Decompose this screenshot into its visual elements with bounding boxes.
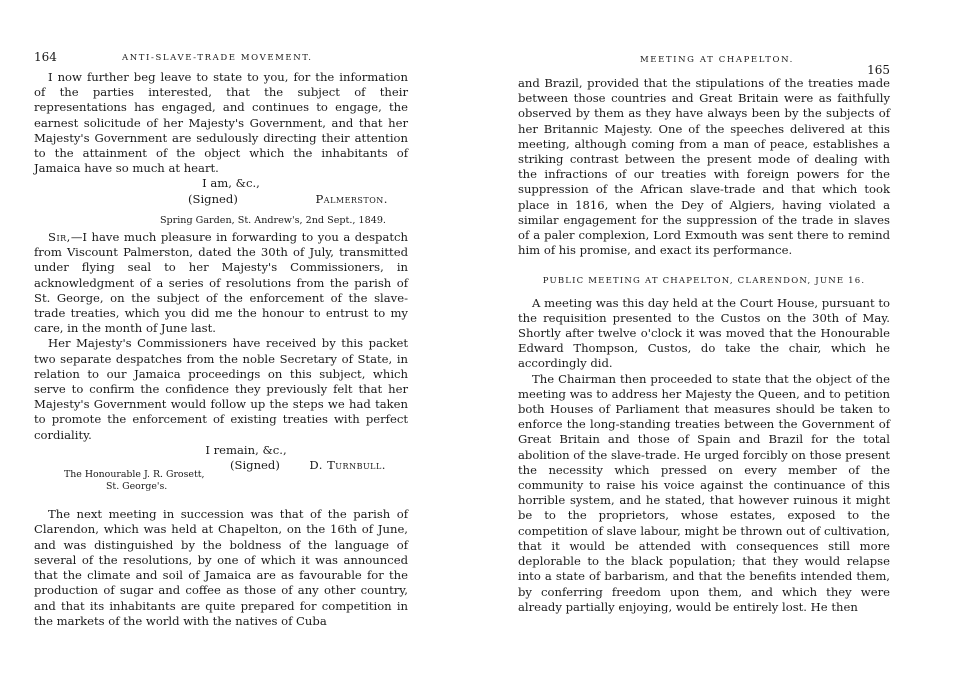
letter2-dateline: Spring Garden, St. Andrew's, 2nd Sept., 1849. <box>159 214 386 226</box>
letter2-signed: (Signed) <box>230 458 280 473</box>
addressee-line-1: The Honourable J. R. Grosett, <box>64 469 205 481</box>
letter1-closing: I am, &c., <box>202 176 260 191</box>
letter1-body: I now further beg leave to state to you, for the information of the parties interested, that the subject of their representations has engaged, and continues to engage, the earnest solicitude of her Majesty's Government, and that her Majesty's Government are sedulously directing their attention to the attainment of the object which the inhabitants of Jamaica have so much at heart. <box>34 70 408 176</box>
page-number-left: 164 <box>34 50 57 64</box>
running-head-right: MEETING AT CHAPELTON. <box>640 55 794 65</box>
letter2-signatory: D. Turnbull. <box>309 458 386 473</box>
letter1-signed: (Signed) <box>188 191 238 206</box>
section-paragraph-1: A meeting was this day held at the Court House, pursuant to the requisition presented to the Custos on the 30th of May. Shortly after twelve o'clock it was moved that the Honourable Edward Thompson, Custos, do take the chair, which he accordingly did. <box>518 295 890 371</box>
letter2-paragraph-2: Her Majesty's Commissioners have received by this packet two separate despatches from the noble Secretary of State, in relation to our Jamaica proceedings on this subject, which serve to confirm the confidence they previously felt that her Majesty's Government would follow up the steps we had taken to promote the enforcement of existing treaties with perfect cordiality. <box>34 336 408 442</box>
section-heading: PUBLIC MEETING AT CHAPELTON, CLARENDON, JUNE 16. <box>542 276 866 287</box>
letter2-p1-text: —I have much pleasure in forwarding to you a despatch from Viscount Palmerston, dated the 30th of July, transmitted under flying seal to her Majesty's Commissioners, in acknowledgment of a series of resolutions from the parish of St. George, on the subject of the enforcement of the slave-trade treaties, which you did me the honour to entrust to my care, in the month of June last. <box>34 230 408 336</box>
right-column <box>518 76 890 615</box>
page-number-right: 165 <box>867 63 890 77</box>
letter1-signatory: Palmerston. <box>315 191 388 206</box>
letter2-salutation: Sir, <box>48 230 71 245</box>
section-paragraph-2: The Chairman then proceeded to state that the object of the meeting was to address her Majesty the Queen, and to petition both Houses of Parliament that measures should be taken to enforce the long-standing treaties between the Government of Great Britain and those of Spain and Brazil for the total abolition of the slave-trade. He urged forcibly on those present the necessity which pressed on every member of the community to raise his voice against the continuance of this horrible system, and he stated, that however ruinous it might be to the proprietors, whose estates, exposed to the competition of slave labour, might be thrown out of cultivation, that it would be attended with consequences still more deplorable to the black population; that they would relapse into a state of barbarism, and that the benefits intended them, by conferring freedom upon them, and which they were already partially enjoying, would be entirely lost. He then <box>518 371 890 614</box>
letter2-closing: I remain, &c., <box>205 442 287 457</box>
addressee-line-2: St. George's. <box>106 481 168 493</box>
continuation-paragraph: and Brazil, provided that the stipulations of the treaties made between those countries and Great Britain were as faithfully observed by them as they have always been by the subjects of her Britannic Majesty. One of the speeches delivered at this meeting, although coming from a man of peace, establishes a striking contrast between the present mode of dealing with the infractions of our treaties with foreign powers for the suppression of the African slave-trade and that which took place in 1816, when the Dey of Algiers, having violated a similar engagement for the suppression of the trade in slaves of a paler complexion, Lord Exmouth was sent there to remind him of his promise, and exact its performance. <box>518 76 890 258</box>
left-column <box>34 70 408 629</box>
letter2-paragraph-1 <box>34 230 408 336</box>
letter1-signature <box>34 192 408 207</box>
narrative-paragraph: The next meeting in succession was that of the parish of Clarendon, which was held at Chapelton, on the 16th of June, and was distinguished by the boldness of the language of several of the resolutions, by one of which it was announced that the climate and soil of Jamaica are as favourable for the production of sugar and coffee as those of any other country, and that its inhabitants are quite prepared for competition in the markets of the world with the natives of Cuba <box>34 507 408 628</box>
running-head-left: ANTI-SLAVE-TRADE MOVEMENT. <box>122 53 313 63</box>
